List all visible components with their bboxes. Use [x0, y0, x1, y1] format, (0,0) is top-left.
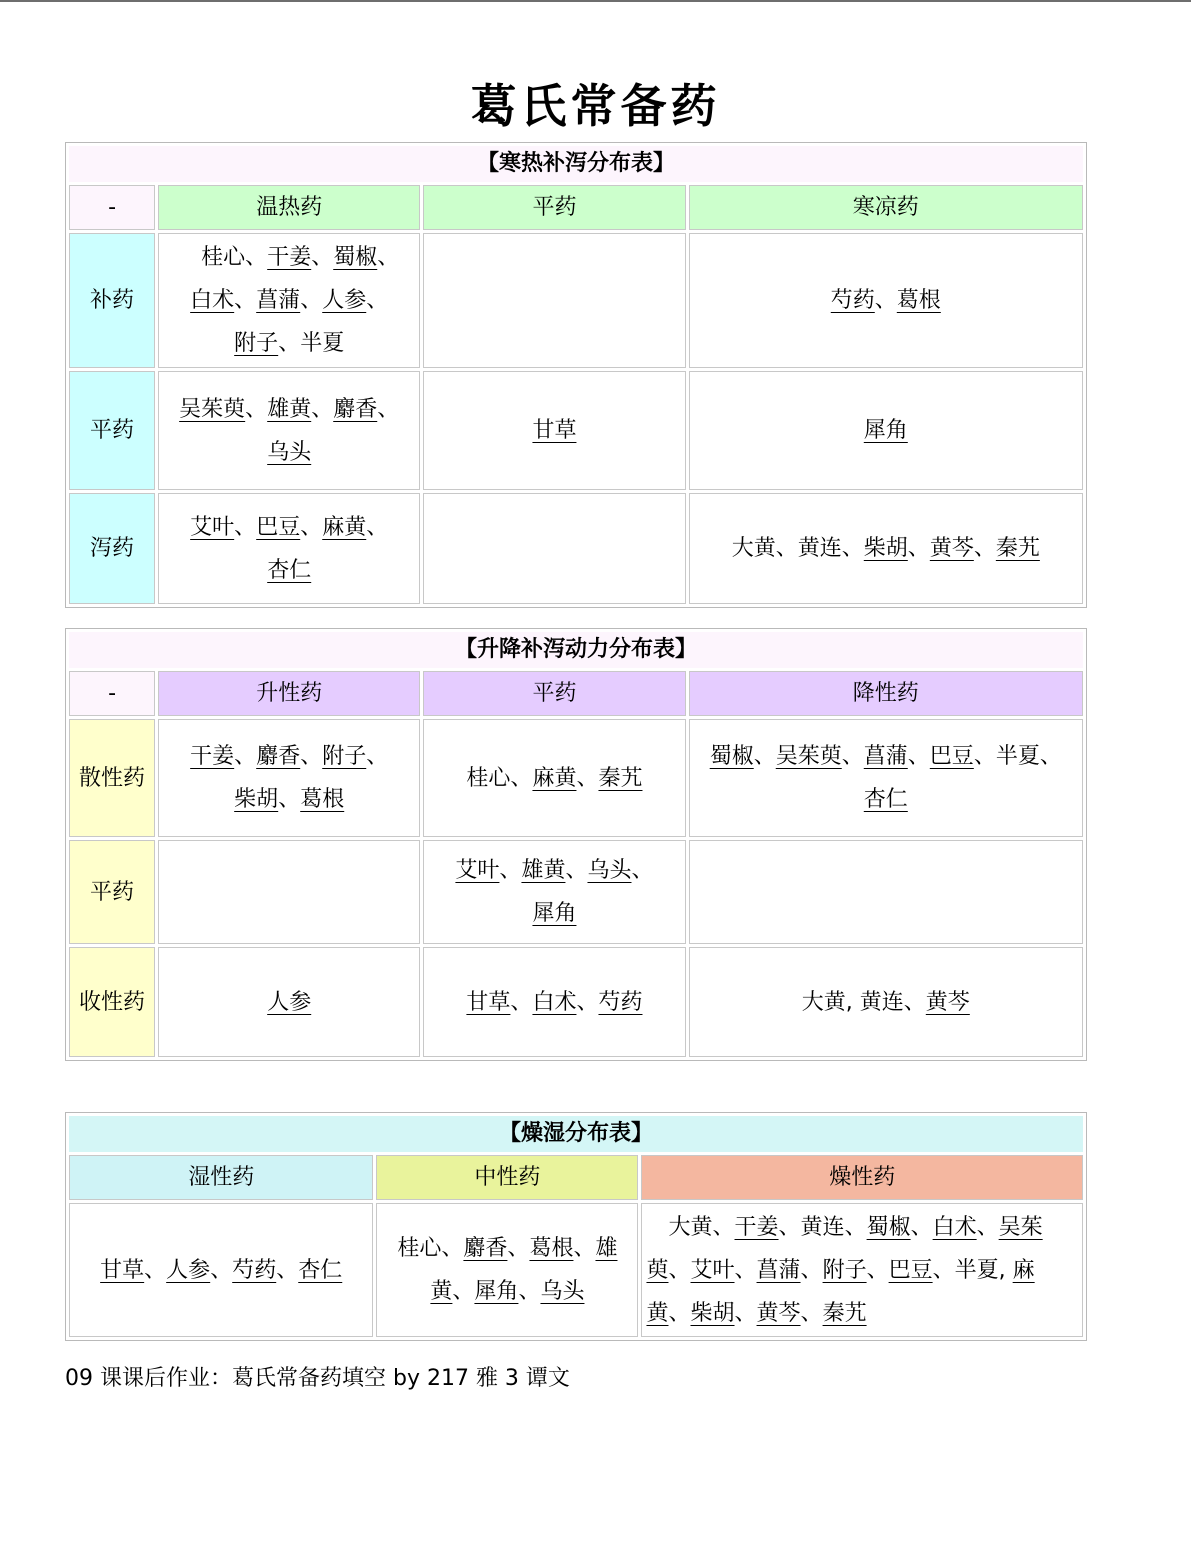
herb: 黄连 — [800, 1214, 845, 1240]
herb: 艾叶 — [690, 1257, 735, 1283]
herb: 艾叶 — [190, 514, 235, 540]
cell-rising — [158, 840, 420, 944]
cell-cold: 芍药、葛根 — [689, 233, 1083, 368]
herb: 大黄 — [668, 1214, 713, 1240]
cell-wet: 甘草、人参、芍药、杏仁 — [69, 1203, 373, 1337]
herb: 人参 — [166, 1257, 211, 1283]
header-rising: 升性药 — [158, 671, 420, 716]
cell-neutral — [423, 493, 685, 604]
herb: 甘草 — [532, 418, 577, 443]
table-caption: 【升降补泻动力分布表】 — [69, 632, 1083, 668]
herb: 麝香 — [333, 396, 378, 422]
row-label: 泻药 — [69, 493, 155, 604]
herb: 芍药 — [830, 288, 875, 313]
cell-falling: 大黄, 黄连、黄芩 — [689, 947, 1083, 1057]
herb: 黄芩 — [925, 989, 970, 1015]
cell-rising — [158, 947, 420, 1057]
row-label: 补药 — [69, 233, 155, 368]
herb: 白术 — [190, 288, 235, 313]
herb: 大黄 — [731, 536, 776, 561]
header-neutral: 平药 — [423, 671, 685, 716]
herb: 乌头 — [267, 439, 312, 465]
herb: 干姜 — [190, 744, 235, 769]
herb: 麝香 — [463, 1236, 508, 1261]
herb: 巴豆 — [888, 1257, 933, 1283]
herb: 秦艽 — [598, 765, 643, 791]
herb: 甘草 — [100, 1257, 145, 1283]
cell-dry: 大黄、干姜、黄连、蜀椒、白术、吴茱萸、艾叶、菖蒲、附子、巴豆、半夏, 麻黄、柴胡、黄芩、秦艽 — [641, 1203, 1083, 1337]
cell-neutral: 甘草、白术、芍药 — [423, 947, 685, 1057]
cell-neutral — [423, 233, 685, 368]
herb: 芍药 — [232, 1257, 277, 1283]
herb: 人参 — [267, 989, 312, 1015]
cell-warm: 桂心、干姜、蜀椒、 白术、菖蒲、人参、 附子、半夏 — [158, 233, 420, 368]
herb: 干姜 — [267, 245, 312, 270]
herb: 犀角 — [863, 418, 908, 443]
herb: 半夏 — [995, 744, 1040, 769]
header-wet: 湿性药 — [69, 1155, 373, 1200]
herb: 菖蒲 — [756, 1257, 801, 1283]
top-border-line — [0, 0, 1191, 2]
corner-cell: - — [69, 671, 155, 716]
herb: 附子 — [822, 1257, 867, 1283]
herb: 柴胡 — [863, 536, 908, 561]
herb: 杏仁 — [863, 787, 908, 812]
herb: 艾叶 — [455, 858, 500, 883]
herb: 雄黄 — [521, 858, 566, 883]
cell-neutral — [423, 371, 685, 490]
herb: 秦艽 — [995, 536, 1040, 561]
herb: 黄芩 — [929, 536, 974, 561]
herb: 菖蒲 — [256, 288, 301, 313]
row-label: 散性药 — [69, 719, 155, 837]
header-cold: 寒凉药 — [689, 185, 1083, 230]
herb: 黄连 — [859, 989, 904, 1015]
table-rise-fall — [65, 628, 1087, 1061]
herb: 桂心 — [466, 765, 511, 791]
page-title: 葛氏常备药 — [470, 79, 721, 133]
cell-cold: 大黄、黄连、柴胡、黄芩、秦艽 — [689, 493, 1083, 604]
herb: 麻黄 — [532, 765, 577, 791]
herb: 秦艽 — [822, 1300, 867, 1326]
header-neutral: 中性药 — [376, 1155, 638, 1200]
herb: 葛根 — [896, 288, 941, 313]
herb: 人参 — [322, 288, 367, 313]
row-label: 平药 — [69, 840, 155, 944]
herb: 麻黄 — [646, 1257, 1035, 1326]
table-dry-wet — [65, 1112, 1087, 1341]
herb: 白术 — [532, 989, 577, 1015]
corner-cell: - — [69, 185, 155, 230]
herb: 吴茱萸 — [775, 744, 842, 769]
herb: 吴茱萸 — [179, 396, 246, 422]
herb: 柴胡 — [234, 787, 279, 812]
cell-warm: 吴茱萸、雄黄、麝香、 乌头 — [158, 371, 420, 490]
row-label: 平药 — [69, 371, 155, 490]
cell-warm: 艾叶、巴豆、麻黄、 杏仁 — [158, 493, 420, 604]
herb: 白术 — [932, 1214, 977, 1240]
cell-neutral: 桂心、麝香、葛根、雄黄、犀角、乌头 — [376, 1203, 638, 1337]
herb: 杏仁 — [298, 1257, 343, 1283]
cell-neutral: 桂心、麻黄、秦艽 — [423, 719, 685, 837]
herb: 吴茱萸 — [646, 1214, 1043, 1283]
herb: 半夏 — [954, 1257, 999, 1283]
herb: 干姜 — [734, 1214, 779, 1240]
table-cold-hot — [65, 142, 1087, 608]
header-neutral: 平药 — [423, 185, 685, 230]
herb: 犀角 — [532, 901, 577, 926]
herb: 附子 — [234, 331, 279, 356]
herb: 蜀椒 — [709, 744, 754, 769]
herb: 乌头 — [540, 1279, 585, 1304]
row-label: 收性药 — [69, 947, 155, 1057]
herb: 甘草 — [466, 989, 511, 1015]
table-caption: 【寒热补泻分布表】 — [69, 146, 1083, 182]
herb: 麻黄 — [322, 514, 367, 540]
herb: 乌头 — [587, 858, 632, 883]
herb: 犀角 — [474, 1279, 519, 1304]
herb: 菖蒲 — [863, 744, 908, 769]
herb: 芍药 — [598, 989, 643, 1015]
herb: 巴豆 — [929, 744, 974, 769]
cell-falling: 蜀椒、吴茱萸、菖蒲、巴豆、半夏、 杏仁 — [689, 719, 1083, 837]
footer-note: 09 课课后作业：葛氏常备药填空 by 217 雅 3 谭文 — [65, 1366, 570, 1391]
herb: 柴胡 — [690, 1300, 735, 1326]
cell-neutral: 艾叶、雄黄、乌头、 犀角 — [423, 840, 685, 944]
herb: 半夏 — [300, 331, 345, 356]
cell-cold — [689, 371, 1083, 490]
herb: 黄芩 — [756, 1300, 801, 1326]
herb: 大黄 — [801, 989, 846, 1015]
herb: 葛根 — [529, 1236, 574, 1261]
herb: 麝香 — [256, 744, 301, 769]
herb: 巴豆 — [256, 514, 301, 540]
header-dry: 燥性药 — [641, 1155, 1083, 1200]
herb: 桂心 — [201, 245, 246, 270]
herb: 黄连 — [797, 536, 842, 561]
herb: 蜀椒 — [333, 245, 378, 270]
herb: 雄黄 — [430, 1236, 618, 1304]
herb: 雄黄 — [267, 396, 312, 422]
table-caption: 【燥湿分布表】 — [69, 1116, 1083, 1152]
cell-falling — [689, 840, 1083, 944]
herb: 桂心 — [397, 1236, 442, 1261]
herb: 附子 — [322, 744, 367, 769]
herb: 葛根 — [300, 787, 345, 812]
cell-rising: 干姜、麝香、附子、 柴胡、葛根 — [158, 719, 420, 837]
header-warm: 温热药 — [158, 185, 420, 230]
herb: 杏仁 — [267, 557, 312, 583]
herb: 蜀椒 — [866, 1214, 911, 1240]
header-falling: 降性药 — [689, 671, 1083, 716]
